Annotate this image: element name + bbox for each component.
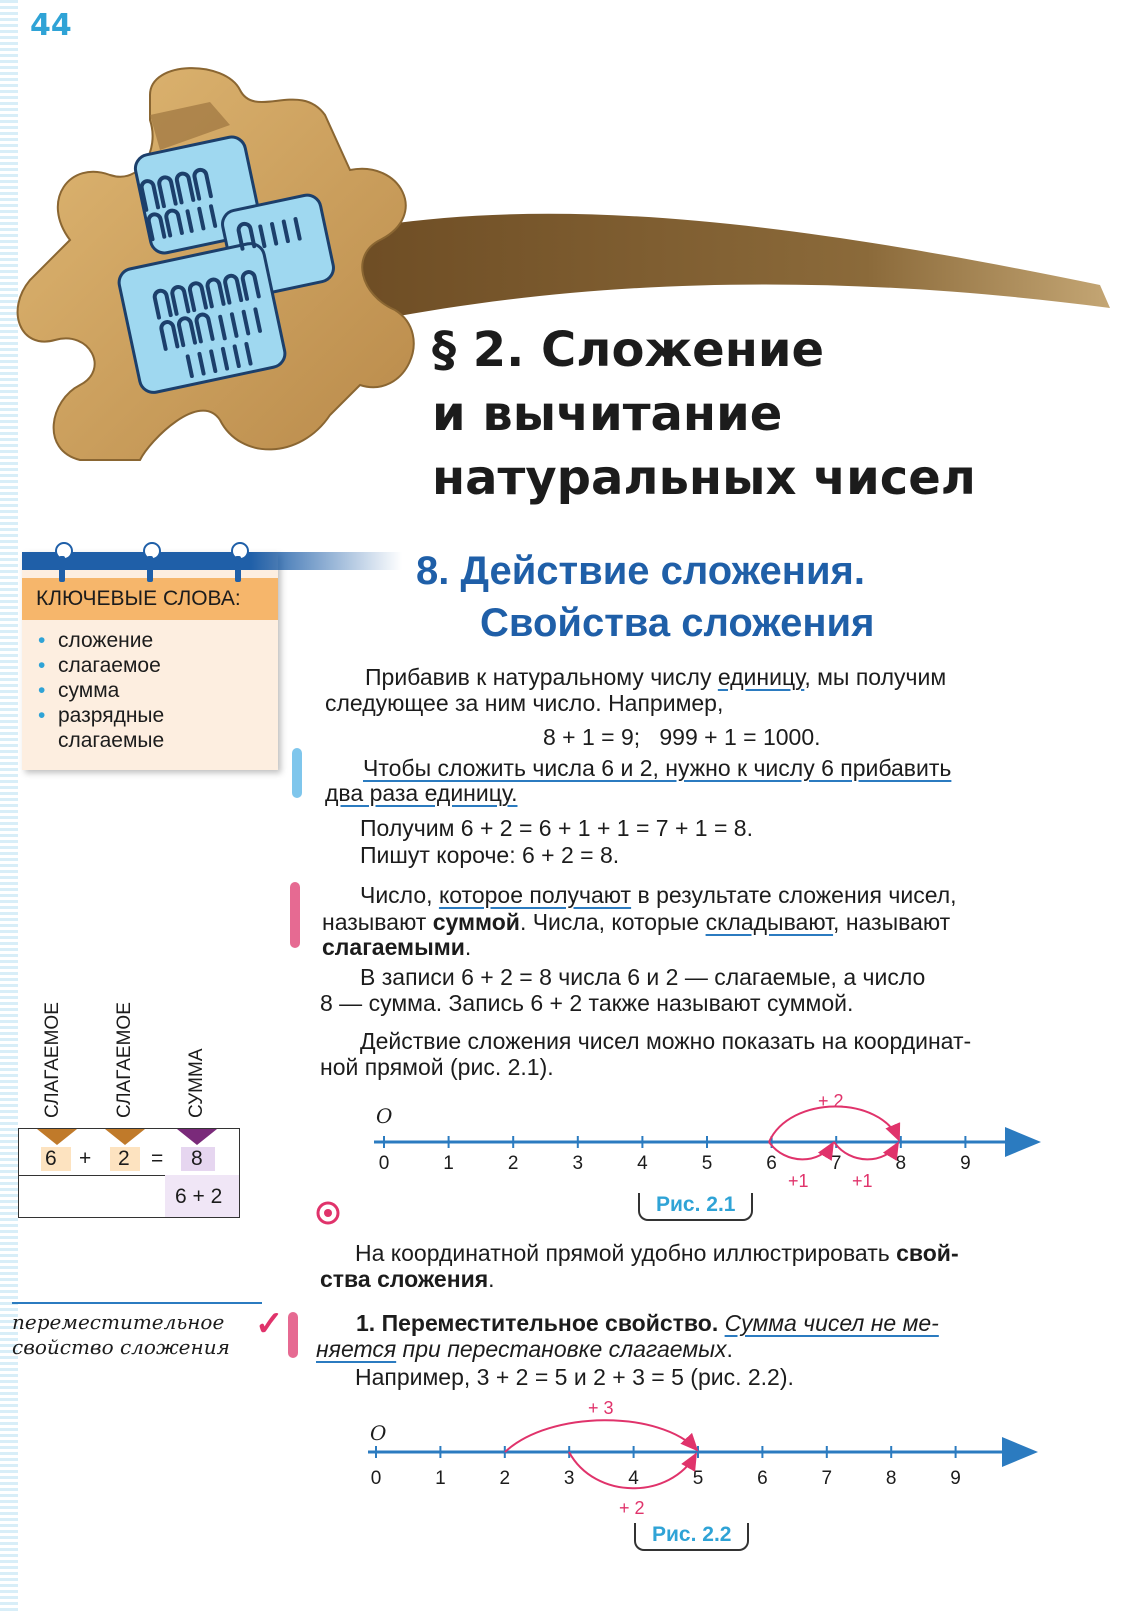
definition-line: слагаемыми. xyxy=(322,934,472,960)
margin-note xyxy=(12,1310,230,1360)
arc-label: + 2 xyxy=(619,1498,645,1518)
section-title xyxy=(432,318,976,510)
paragraph-3-line: Получим 6 + 2 = 6 + 1 + 1 = 7 + 1 = 8. xyxy=(360,815,753,841)
tick-label: 1 xyxy=(435,1468,446,1489)
paragraph-6-line: Действие сложения чисел можно показать на координат- xyxy=(360,1028,972,1054)
keyword-item: • сложение xyxy=(38,628,164,653)
paragraph-6-line: ной прямой (рис. 2.1). xyxy=(320,1054,554,1080)
rule-line: два раза единицу. xyxy=(325,780,518,806)
swoosh-band xyxy=(300,214,1110,332)
topic-title xyxy=(416,545,874,649)
binder-ring-stem xyxy=(235,556,241,582)
arc-label: + 3 xyxy=(588,1398,614,1418)
rule-marker-bar xyxy=(292,748,302,798)
tick-label: 0 xyxy=(370,1468,382,1489)
tick-label: 3 xyxy=(563,1468,575,1489)
tick-label: 4 xyxy=(637,1153,648,1174)
tick-label: 2 xyxy=(507,1153,519,1174)
section-title-line: натуральных чисел xyxy=(432,450,976,506)
figure-2-2-number-line xyxy=(360,1390,1060,1530)
plus-sign: + xyxy=(79,1147,92,1170)
paragraph-5-line: В записи 6 + 2 = 8 числа 6 и 2 — слагаемые, а число xyxy=(360,964,926,990)
arc-plus-one xyxy=(834,1142,898,1159)
keyword-item: • разрядные xyxy=(38,703,164,728)
paragraph-3-line: Пишут короче: 6 + 2 = 8. xyxy=(360,842,620,868)
tick-label: 3 xyxy=(572,1153,584,1174)
paragraph-7-line: ства сложения. xyxy=(320,1266,495,1292)
paragraph-7-line: На координатной прямой удобно иллюстрировать свой- xyxy=(355,1240,959,1266)
topic-title-line: 8. Действие сложения. xyxy=(416,549,865,593)
tick-label: 5 xyxy=(701,1153,713,1174)
tick-label: 2 xyxy=(499,1468,511,1489)
paragraph-9: Например, 3 + 2 = 5 и 2 + 3 = 5 (рис. 2.2). xyxy=(355,1364,794,1390)
figure-caption: Рис. 2.2 xyxy=(634,1523,749,1551)
tick-label: 9 xyxy=(950,1468,961,1489)
arc-plus-two xyxy=(769,1106,899,1142)
addend-value: 2 xyxy=(118,1147,130,1170)
equals-sign: = xyxy=(151,1147,164,1170)
arc-plus-one xyxy=(769,1142,833,1159)
target-icon xyxy=(315,1200,341,1226)
sum-marker xyxy=(177,1129,217,1145)
addend-value: 6 xyxy=(45,1147,57,1170)
tick-label: 6 xyxy=(757,1468,768,1489)
definition-line: называют суммой. Числа, которые складывают, называют xyxy=(322,909,951,935)
tick-label: 0 xyxy=(378,1153,390,1174)
binder-ring-stem xyxy=(59,556,65,582)
rule-line: Чтобы сложить числа 6 и 2, нужно к числу 6 прибавить xyxy=(363,755,952,781)
definition-line: Число, которое получают в результате сложения чисел, xyxy=(360,882,957,908)
sum-terminology-table xyxy=(18,1128,240,1218)
tick-label: 7 xyxy=(821,1468,833,1489)
sum-expression: 6 + 2 xyxy=(175,1185,223,1208)
margin-note-line: переместительное xyxy=(12,1310,225,1334)
arc-plus-three xyxy=(505,1420,697,1452)
origin-label: O xyxy=(370,1421,387,1445)
checkmark-icon: ✓ xyxy=(255,1305,284,1343)
addend-label: СЛАГАЕМОЕ xyxy=(114,1002,135,1118)
addend-marker xyxy=(37,1129,77,1145)
keywords-card-band xyxy=(22,552,402,570)
figure-2-1-number-line xyxy=(360,1085,1060,1205)
page-number: 44 xyxy=(30,8,72,43)
topic-title-line: Свойства сложения xyxy=(480,601,875,645)
arc-label: +1 xyxy=(852,1171,873,1191)
keyword-item: • слагаемое xyxy=(38,653,164,678)
paragraph-1-line: Прибавив к натуральному числу единицу, мы получим xyxy=(365,664,947,690)
keyword-item-continuation: слагаемые xyxy=(58,729,165,752)
section-title-line: и вычитание xyxy=(432,386,783,442)
tick-label: 6 xyxy=(766,1153,777,1174)
keywords-header-label: КЛЮЧЕВЫЕ СЛОВА: xyxy=(36,587,241,610)
keyword-item: • сумма xyxy=(38,678,164,703)
arc-label: +1 xyxy=(788,1171,809,1191)
tick-label: 1 xyxy=(443,1153,454,1174)
addend-marker xyxy=(105,1129,145,1145)
tick-label: 8 xyxy=(885,1468,897,1489)
property-line: няется при перестановке слагаемых. xyxy=(316,1336,733,1362)
property-marker-bar xyxy=(288,1312,298,1358)
section-title-line: § 2. Сложение xyxy=(432,322,825,378)
addend-label: СЛАГАЕМОЕ xyxy=(42,1002,63,1118)
paragraph-5-line: 8 — сумма. Запись 6 + 2 также называют суммой. xyxy=(320,990,854,1016)
figure-caption: Рис. 2.1 xyxy=(638,1193,753,1221)
margin-note-line: свойство сложения xyxy=(12,1335,230,1359)
tick-label: 4 xyxy=(628,1468,639,1489)
origin-label: O xyxy=(376,1104,393,1128)
keywords-header xyxy=(22,578,278,620)
tick-label: 8 xyxy=(895,1153,907,1174)
tick-label: 9 xyxy=(960,1153,971,1174)
sum-value: 8 xyxy=(191,1147,203,1170)
definition-marker-bar xyxy=(290,882,300,948)
example-formula: 8 + 1 = 9; 999 + 1 = 1000. xyxy=(543,724,821,750)
tick-label: 7 xyxy=(830,1153,842,1174)
property-line: 1. Переместительное свойство. Сумма чисел не ме- xyxy=(356,1310,939,1336)
paragraph-1-line: следующее за ним число. Например, xyxy=(325,690,724,716)
binder-ring-stem xyxy=(147,556,153,582)
tick-label: 5 xyxy=(692,1468,704,1489)
margin-note-rule xyxy=(12,1302,262,1304)
sum-label: СУММА xyxy=(186,1048,207,1118)
keywords-list xyxy=(38,628,164,753)
arc-label: + 2 xyxy=(818,1091,844,1111)
